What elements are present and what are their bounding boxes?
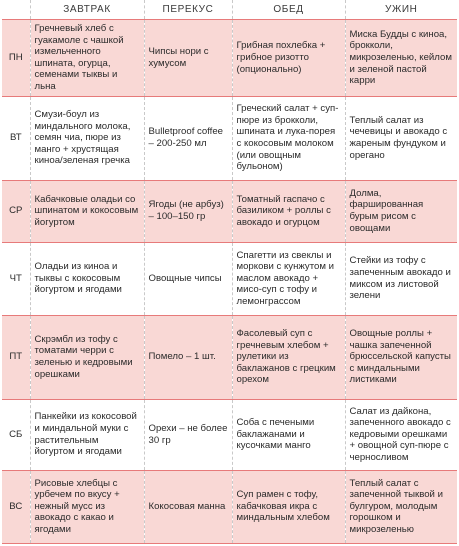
weekly-meal-table [2, 0, 457, 544]
snack-cell: Орехи – не более 30 гр [144, 399, 232, 470]
day-label: ВС [2, 470, 30, 543]
dinner-cell: Стейки из тофу с запеченным авокадо и миксом из листовой зелени [345, 242, 457, 315]
day-label: ВТ [2, 96, 30, 180]
dinner-cell: Теплый салат с запеченной тыквой и булгуром, молодым горошком и микрозеленью [345, 470, 457, 543]
table-row [2, 315, 457, 399]
table-row [2, 96, 457, 180]
dinner-cell: Овощные роллы + чашка запеченной брюссельской капусты с миндальными листиками [345, 315, 457, 399]
table-header-row [2, 0, 457, 20]
header-lunch: ОБЕД [232, 0, 345, 20]
header-breakfast: ЗАВТРАК [30, 0, 144, 20]
header-snack: ПЕРЕКУС [144, 0, 232, 20]
lunch-cell: Соба с печеными баклажанами и кусочками манго [232, 399, 345, 470]
day-label: СР [2, 180, 30, 242]
lunch-cell: Спагетти из свеклы и моркови с кунжутом и маслом авокадо + мисо-суп с тофу и лемонграссом [232, 242, 345, 315]
snack-cell: Чипсы нори с хумусом [144, 20, 232, 97]
lunch-cell: Греческий салат + суп-пюре из брокколи, шпината и лука-порея с кокосовым молоком (или овощным бульоном) [232, 96, 345, 180]
day-label: ЧТ [2, 242, 30, 315]
snack-cell: Bulletproof coffee – 200-250 мл [144, 96, 232, 180]
breakfast-cell: Оладьи из киноа и тыквы с кокосовым йогуртом и ягодами [30, 242, 144, 315]
table-row [2, 399, 457, 470]
lunch-cell: Грибная похлебка + грибное ризотто (опционально) [232, 20, 345, 97]
dinner-cell: Долма, фаршированная бурым рисом с овощами [345, 180, 457, 242]
table-row [2, 470, 457, 543]
breakfast-cell: Кабачковые оладьи со шпинатом и кокосовым йогуртом [30, 180, 144, 242]
snack-cell: Ягоды (не арбуз) – 100–150 гр [144, 180, 232, 242]
breakfast-cell: Смузи-боул из миндального молока, семян чиа, пюре из манго + хрустящая киноа/зеленая гречка [30, 96, 144, 180]
lunch-cell: Суп рамен с тофу, кабачковая икра с миндальным хлебом [232, 470, 345, 543]
breakfast-cell: Скрэмбл из тофу с томатами черри с зеленью и кедровыми орешками [30, 315, 144, 399]
snack-cell: Кокосовая манна [144, 470, 232, 543]
day-label: ПН [2, 20, 30, 97]
day-label: СБ [2, 399, 30, 470]
table-row [2, 180, 457, 242]
table-row [2, 242, 457, 315]
day-label: ПТ [2, 315, 30, 399]
dinner-cell: Миска Будды с киноа, брокколи, микрозеленью, кейлом и зеленой пастой карри [345, 20, 457, 97]
header-dinner: УЖИН [345, 0, 457, 20]
breakfast-cell: Панкейки из кокосовой и миндальной муки с растительным йогуртом и ягодами [30, 399, 144, 470]
dinner-cell: Салат из дайкона, запеченного авокадо с кедровыми орешками + овощной суп-пюре с черносливом [345, 399, 457, 470]
table-row [2, 20, 457, 97]
lunch-cell: Фасолевый суп с гречневым хлебом + рулетики из баклажанов с грецким орехом [232, 315, 345, 399]
snack-cell: Овощные чипсы [144, 242, 232, 315]
lunch-cell: Томатный гаспачо с базиликом + роллы с авокадо и огурцом [232, 180, 345, 242]
snack-cell: Помело – 1 шт. [144, 315, 232, 399]
header-day [2, 0, 30, 20]
breakfast-cell: Рисовые хлебцы с урбечем по вкусу + нежный мусс из авокадо с какао и ягодами [30, 470, 144, 543]
breakfast-cell: Гречневый хлеб с гуакамоле с чашкой измельченного шпината, огурца, семенами тыквы и льна [30, 20, 144, 97]
dinner-cell: Теплый салат из чечевицы и авокадо с жареным фундуком и орегано [345, 96, 457, 180]
